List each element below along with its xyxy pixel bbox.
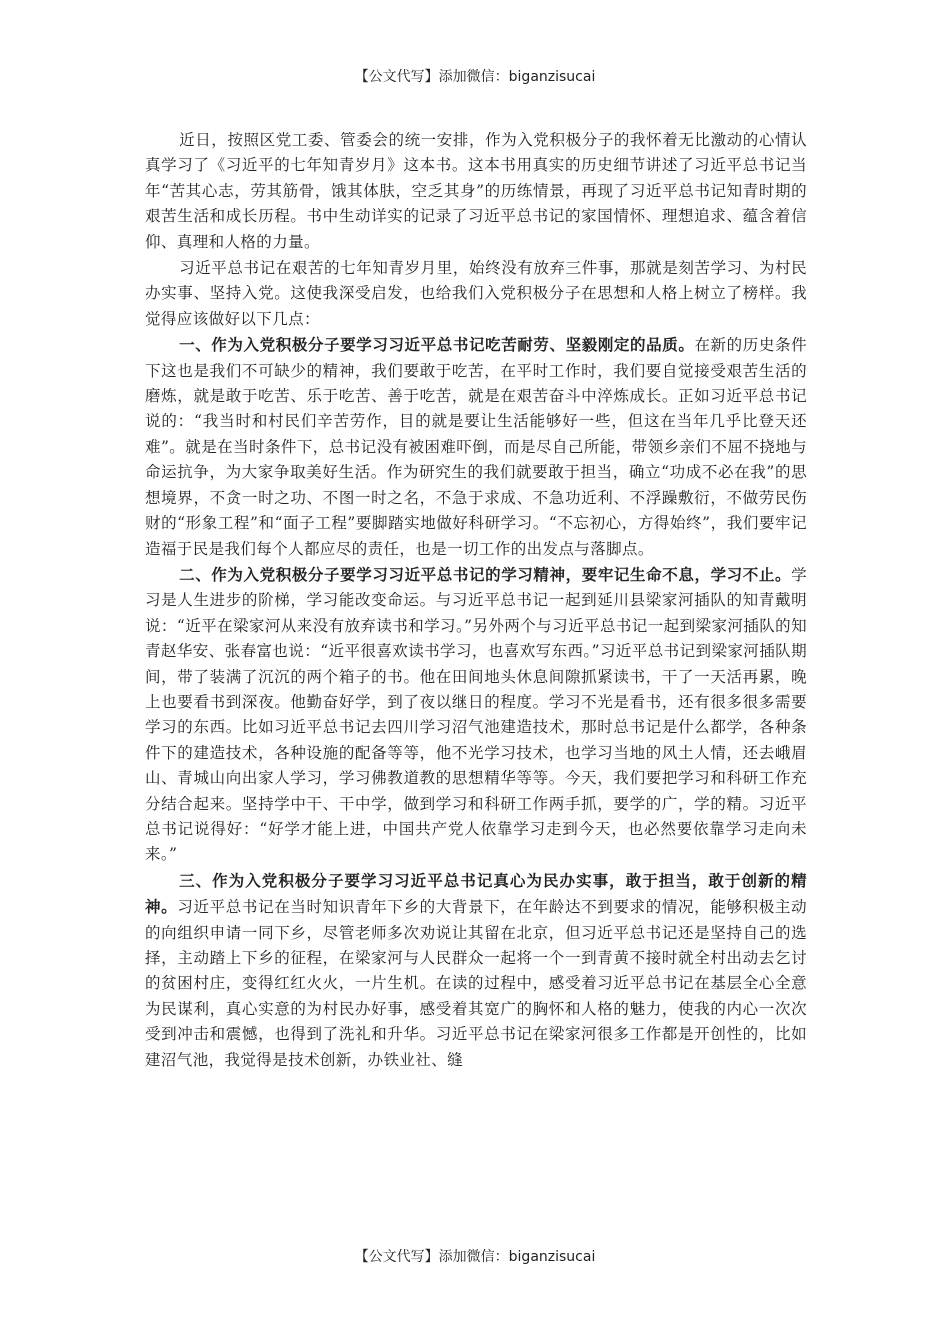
page-header: 【公文代写】添加微信：biganzisucai bbox=[354, 69, 596, 85]
paragraph-text: 学习是人生进步的阶梯，学习能改变命运。与习近平总书记一起到延川县梁家河插队的知青戴明说：“近平在梁家河从来没有放弃读书和学习。”另外两个与习近平总书记一起到梁家河插队的知青赵华安、张春富也说：“近平很喜欢读书学习，也喜欢写东西。”习近平总书记到梁家河插队期间，带了装满了沉沉的两个箱子的书。他在田间地头休息间隙抓紧读书，干了一天活再累，晚上也要看书到深夜。他勤奋好学，到了夜以继日的程度。学习不光是看书，还有很多很多需要学习的东西。比如习近平总书记去四川学习沼气池建造技术，那时总书记是什么都学，各种条件下的建造技术，各种设施的配备等等，他不光学习技术，也学习当地的风土人情，还去峨眉山、青城山向出家人学习，学习佛教道教的思想精华等等。今天，我们要把学习和科研工作充分结合起来。坚持学中干、干中学，做到学习和科研工作两手抓，要学的广，学的精。习近平总书记说得好：“好学才能上进，中国共产党人依靠学习走到今天，也必然要依靠学习走向未来。” bbox=[145, 565, 807, 864]
page-footer: 【公文代写】添加微信：biganzisucai bbox=[354, 1249, 596, 1265]
paragraph-heading: 一、作为入党积极分子要学习习近平总书记吃苦耐劳、坚毅刚定的品质。 bbox=[179, 335, 695, 355]
paragraph-intro bbox=[145, 127, 807, 255]
paragraph-text: 近日，按照区党工委、管委会的统一安排，作为入党积极分子的我怀着无比激动的心情认真学习了《习近平的七年知青岁月》这本书。这本书用真实的历史细节讲述了习近平总书记当年“苦其心志，劳其筋骨，饿其体肤，空乏其身”的历练情景，再现了习近平总书记知青时期的艰苦生活和成长历程。书中生动详实的记录了习近平总书记的家国情怀、理想追求、蕴含着信仰、真理和人格的力量。 bbox=[145, 131, 807, 251]
paragraph-three-things bbox=[145, 255, 807, 332]
paragraph-point-one bbox=[145, 332, 807, 562]
paragraph-heading: 三、作为入党积极分子要学习习近平总书记真心为民办实事，敢于担当，敢于创新的精神。 bbox=[145, 870, 807, 917]
paragraph-point-two bbox=[145, 562, 807, 868]
paragraph-text: 在新的历史条件下这也是我们不可缺少的精神，我们要敢于吃苦，在平时工作时，我们要自觉接受艰苦生活的磨炼，就是敢于吃苦、乐于吃苦、善于吃苦，就是在艰苦奋斗中淬炼成长。正如习近平总书记说的：“我当时和村民们辛苦劳作，目的就是要让生活能够好一些，但这在当年几乎比登天还难”。就是在当时条件下，总书记没有被困难吓倒，而是尽自己所能，带领乡亲们不屈不挠地与命运抗争，为大家争取美好生活。作为研究生的我们就要敢于担当，确立“功成不必在我”的思想境界，不贪一时之功、不图一时之名，不急于求成、不急功近利、不浮躁敷衍，不做劳民伤财的“形象工程”和“面子工程”要脚踏实地做好科研学习。“不忘初心，方得始终”，我们要牢记造福于民是我们每个人都应尽的责任，也是一切工作的出发点与落脚点。 bbox=[145, 336, 807, 558]
paragraph-text: 习近平总书记在当时知识青年下乡的大背景下，在年龄达不到要求的情况，能够积极主动的向组织申请一同下乡，尽管老师多次劝说让其留在北京，但习近平总书记还是坚持自己的选择，主动踏上下乡的征程，在梁家河与人民群众一起将一个一到青黄不接时就全村出动去乞讨的贫困村庄，变得红红火火，一片生机。在读的过程中，感受着习近平总书记在基层全心全意为民谋利，真心实意的为村民办好事，感受着其宽广的胸怀和人格的魅力，使我的内心一次次受到冲击和震憾，也得到了洗礼和升华。习近平总书记在梁家河很多工作都是开创性的，比如建沼气池，我觉得是技术创新，办铁业社、缝 bbox=[145, 898, 807, 1069]
paragraph-point-three bbox=[145, 868, 807, 1073]
paragraph-text: 习近平总书记在艰苦的七年知青岁月里，始终没有放弃三件事，那就是刻苦学习、为村民办实事、坚持入党。这使我深受启发，也给我们入党积极分子在思想和人格上树立了榜样。我觉得应该做好以下几点： bbox=[145, 259, 807, 328]
paragraph-heading: 二、作为入党积极分子要学习习近平总书记的学习精神，要牢记生命不息，学习不止。 bbox=[179, 564, 792, 584]
document-body bbox=[145, 127, 807, 1073]
